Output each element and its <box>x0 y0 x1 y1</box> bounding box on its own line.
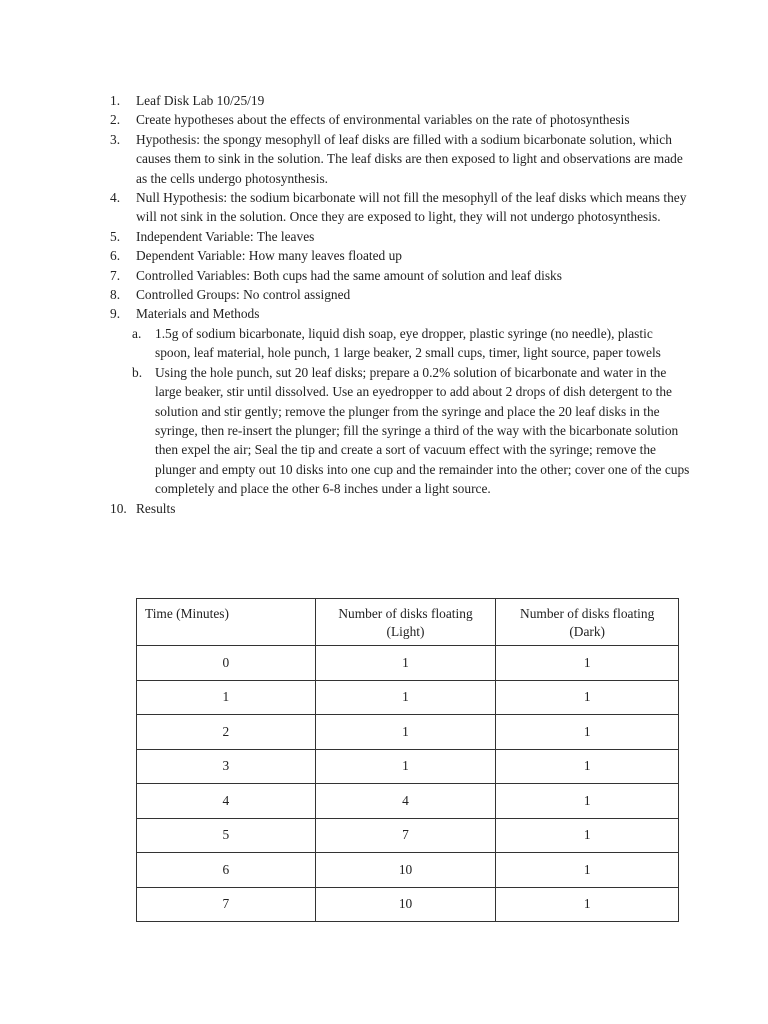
list-item <box>110 91 690 110</box>
cell-light: 1 <box>315 646 496 681</box>
table-row <box>137 749 679 784</box>
list-text: Results <box>136 500 176 516</box>
cell-light: 1 <box>315 680 496 715</box>
list-item <box>110 227 690 246</box>
cell-time: 4 <box>137 784 316 819</box>
table-row <box>137 715 679 750</box>
list-number: 8. <box>110 287 121 303</box>
list-item <box>110 110 690 129</box>
sub-list-item <box>110 363 690 499</box>
list-item <box>110 304 690 323</box>
list-number: 6. <box>110 248 121 264</box>
cell-dark: 1 <box>496 887 679 922</box>
table-row <box>137 784 679 819</box>
cell-light: 4 <box>315 784 496 819</box>
results-table <box>136 598 679 922</box>
sub-list-item <box>110 324 690 363</box>
cell-light: 10 <box>315 887 496 922</box>
cell-dark: 1 <box>496 784 679 819</box>
cell-dark: 1 <box>496 646 679 681</box>
cell-time: 6 <box>137 853 316 888</box>
cell-dark: 1 <box>496 680 679 715</box>
table-row <box>137 853 679 888</box>
table-header-row <box>137 599 679 646</box>
cell-time: 1 <box>137 680 316 715</box>
list-number: 5. <box>110 228 121 244</box>
cell-dark: 1 <box>496 749 679 784</box>
list-number: 3. <box>110 131 121 147</box>
table-row <box>137 887 679 922</box>
table-row <box>137 680 679 715</box>
sub-list-letter: b. <box>132 364 143 380</box>
list-item <box>110 285 690 304</box>
cell-dark: 1 <box>496 715 679 750</box>
header-time: Time (Minutes) <box>137 599 316 646</box>
list-text: Null Hypothesis: the sodium bicarbonate will not fill the mesophyll of the leaf disks which means they will not sink in the solution. Once they are exposed to light, they will not undergo photosynthesis. <box>136 190 687 225</box>
list-number: 4. <box>110 190 121 206</box>
cell-time: 3 <box>137 749 316 784</box>
list-text: Create hypotheses about the effects of environmental variables on the rate of photosynthesis <box>136 112 630 128</box>
cell-dark: 1 <box>496 818 679 853</box>
list-item <box>110 188 690 227</box>
table-row <box>137 646 679 681</box>
header-light: Number of disks floating (Light) <box>315 599 496 646</box>
list-item <box>110 246 690 265</box>
list-item <box>110 266 690 285</box>
cell-light: 1 <box>315 749 496 784</box>
list-number: 2. <box>110 112 121 128</box>
list-number: 1. <box>110 93 121 108</box>
list-item <box>110 130 690 188</box>
cell-light: 1 <box>315 715 496 750</box>
list-text: Controlled Groups: No control assigned <box>136 287 351 303</box>
cell-time: 7 <box>137 887 316 922</box>
cell-time: 5 <box>137 818 316 853</box>
list-number: 7. <box>110 267 121 283</box>
numbered-list <box>110 91 690 518</box>
cell-light: 7 <box>315 818 496 853</box>
cell-time: 0 <box>137 646 316 681</box>
list-number: 10. <box>110 500 127 516</box>
cell-dark: 1 <box>496 853 679 888</box>
list-text: Controlled Variables: Both cups had the same amount of solution and leaf disks <box>136 267 562 283</box>
list-number: 9. <box>110 306 121 322</box>
list-text: Independent Variable: The leaves <box>136 228 315 244</box>
sub-list-text: 1.5g of sodium bicarbonate, liquid dish soap, eye dropper, plastic syringe (no needle), plastic spoon, leaf material, hole punch, 1 large beaker, 2 small cups, timer, light source, paper towels <box>155 325 661 361</box>
header-dark: Number of disks floating (Dark) <box>496 599 679 646</box>
list-text: Hypothesis: the spongy mesophyll of leaf disks are filled with a sodium bicarbonate solution, which causes them to sink in the solution. The leaf disks are then exposed to light and observations are made as the cells undergo photosynthesis. <box>136 131 683 186</box>
table-row <box>137 818 679 853</box>
sub-list-letter: a. <box>132 325 142 341</box>
sub-list-text: Using the hole punch, sut 20 leaf disks; prepare a 0.2% solution of bicarbonate and water in the large beaker, stir until dissolved. Use an eyedropper to add about 2 drops of dish detergent to the solution and stir gently; remove the plunger from the syringe and place the 20 leaf disks in the syringe, then re-insert the plunger; fill the syringe a third of the way with the bicarbonate solution then expel the air; Seal the tip and create a sort of vacuum effect with the syringe; remove the plunger and empty out 10 disks into one cup and the remainder into the other; cover one of the cups completely and place the other 6-8 inches under a light source. <box>155 364 690 497</box>
list-text: Materials and Methods <box>136 306 260 322</box>
list-text: Dependent Variable: How many leaves floated up <box>136 248 402 264</box>
list-text: Leaf Disk Lab 10/25/19 <box>136 93 265 108</box>
cell-time: 2 <box>137 715 316 750</box>
list-item <box>110 499 690 518</box>
cell-light: 10 <box>315 853 496 888</box>
